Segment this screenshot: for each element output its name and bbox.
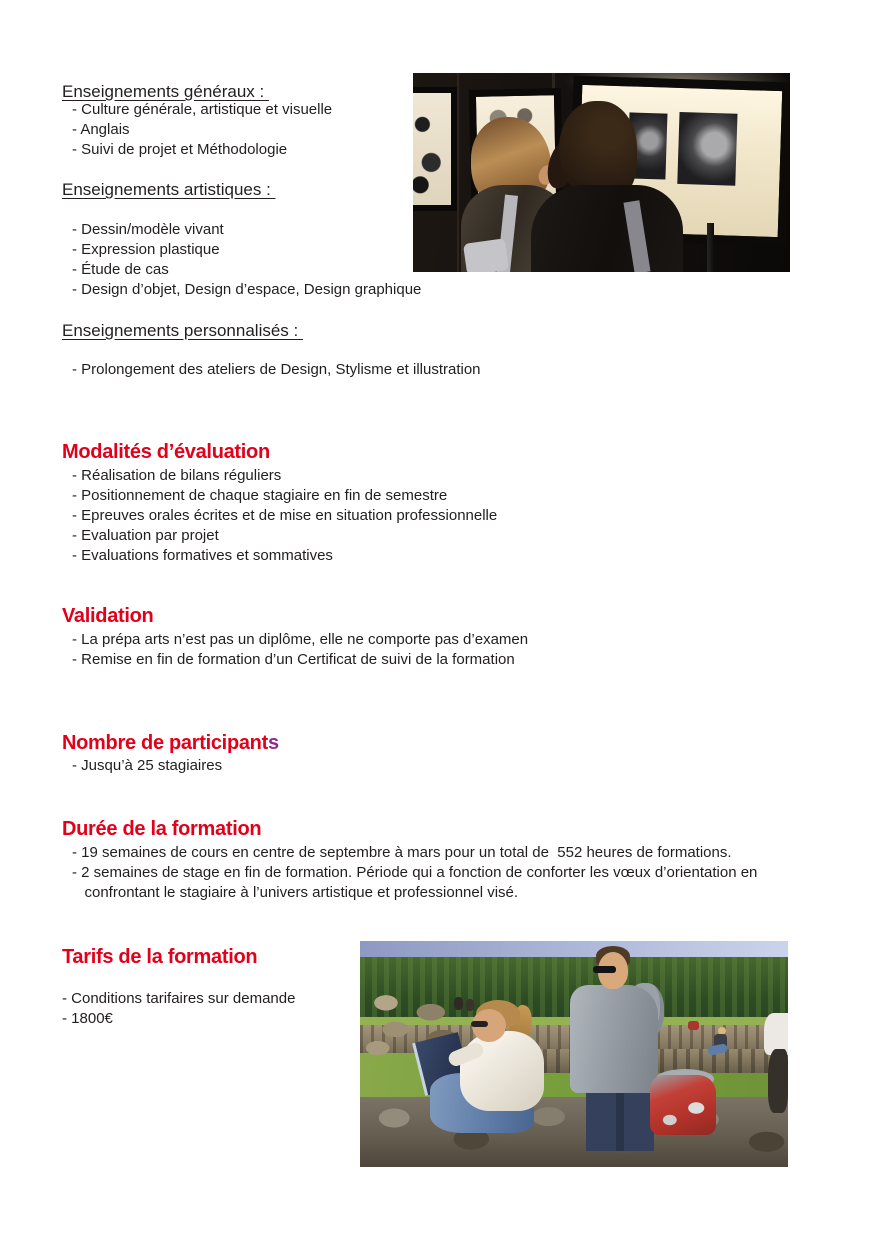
list-item: - Epreuves orales écrites et de mise en situation professionnelle bbox=[72, 507, 498, 524]
distant-person bbox=[466, 999, 474, 1011]
list-item: - Dessin/modèle vivant bbox=[72, 221, 224, 238]
distant-backpack bbox=[688, 1021, 699, 1030]
list-enseignements-personnalises bbox=[72, 360, 481, 380]
picture-frame bbox=[413, 87, 457, 211]
list-item: confrontant le stagiaire à l’univers artistique et professionnel visé. bbox=[72, 884, 519, 901]
visitor-jacket bbox=[531, 185, 683, 272]
backpack bbox=[650, 1075, 716, 1135]
list-item: - Culture générale, artistique et visuelle bbox=[72, 101, 333, 118]
heading-validation: Validation bbox=[62, 605, 154, 627]
edge-person-arm bbox=[768, 1049, 788, 1113]
guy-jeans bbox=[586, 1089, 654, 1151]
list-item: - Evaluations formatives et sommatives bbox=[72, 547, 333, 564]
list-item: - Prolongement des ateliers de Design, Stylisme et illustration bbox=[72, 361, 481, 378]
list-item: - Expression plastique bbox=[72, 241, 220, 258]
list-item: - La prépa arts n’est pas un diplôme, elle ne comporte pas d’examen bbox=[72, 631, 529, 648]
ruins-wall bbox=[530, 1049, 788, 1073]
wall-seam bbox=[457, 73, 459, 272]
list-item: - Anglais bbox=[72, 121, 130, 138]
heading-nombre-participants bbox=[62, 731, 279, 755]
list-item: - 1800€ bbox=[62, 1010, 113, 1027]
gallery-exhibition-photo bbox=[413, 73, 790, 272]
list-item: - Remise en fin de formation d’un Certificat de suivi de la formation bbox=[72, 651, 515, 668]
charcoal-portrait bbox=[677, 112, 737, 186]
list-modalites-evaluation bbox=[72, 466, 497, 566]
heading-duree-formation: Durée de la formation bbox=[62, 818, 262, 840]
list-item: - Étude de cas bbox=[72, 261, 169, 278]
list-item: - Evaluation par projet bbox=[72, 527, 219, 544]
heading-enseignements-artistiques: Enseignements artistiques : bbox=[62, 180, 276, 199]
heading-suffix-purple: s bbox=[267, 732, 279, 754]
list-item: - Design d’objet, Design d’espace, Design graphique bbox=[72, 281, 422, 298]
list-item: - Conditions tarifaires sur demande bbox=[62, 990, 296, 1007]
stone-wall bbox=[360, 1097, 788, 1167]
list-enseignements-generaux bbox=[72, 100, 332, 160]
list-item: - 2 semaines de stage en fin de formation. Période qui a fonction de conforter les vœux d’orientation en bbox=[72, 864, 758, 881]
list-enseignements-artistiques bbox=[72, 220, 421, 300]
list-validation bbox=[72, 630, 528, 670]
frame-stand bbox=[707, 223, 714, 272]
list-tarifs-formation bbox=[62, 989, 295, 1029]
distant-person bbox=[454, 997, 463, 1010]
list-item: - 19 semaines de cours en centre de septembre à mars pour un total de 552 heures de formations. bbox=[72, 844, 732, 861]
heading-text: Nombre de participant bbox=[62, 732, 268, 754]
heading-modalites-evaluation: Modalités d’évaluation bbox=[62, 441, 270, 463]
list-item: - Jusqu’à 25 stagiaires bbox=[72, 757, 223, 774]
heading-enseignements-generaux: Enseignements généraux : bbox=[62, 82, 269, 101]
shoulder-bag bbox=[463, 238, 509, 272]
heading-tarifs-formation: Tarifs de la formation bbox=[62, 946, 258, 968]
list-item: - Positionnement de chaque stagiaire en fin de semestre bbox=[72, 487, 448, 504]
list-item: - Réalisation de bilans réguliers bbox=[72, 467, 282, 484]
guy-sunglasses bbox=[593, 966, 616, 973]
list-duree-formation bbox=[72, 843, 757, 903]
girl-sunglasses bbox=[471, 1021, 488, 1027]
list-item: - Suivi de projet et Méthodologie bbox=[72, 141, 288, 158]
heading-enseignements-personnalises: Enseignements personnalisés : bbox=[62, 321, 303, 340]
outdoor-sketching-photo bbox=[360, 941, 788, 1167]
guy-hoodie bbox=[570, 985, 658, 1093]
list-nombre-participants bbox=[72, 756, 222, 776]
